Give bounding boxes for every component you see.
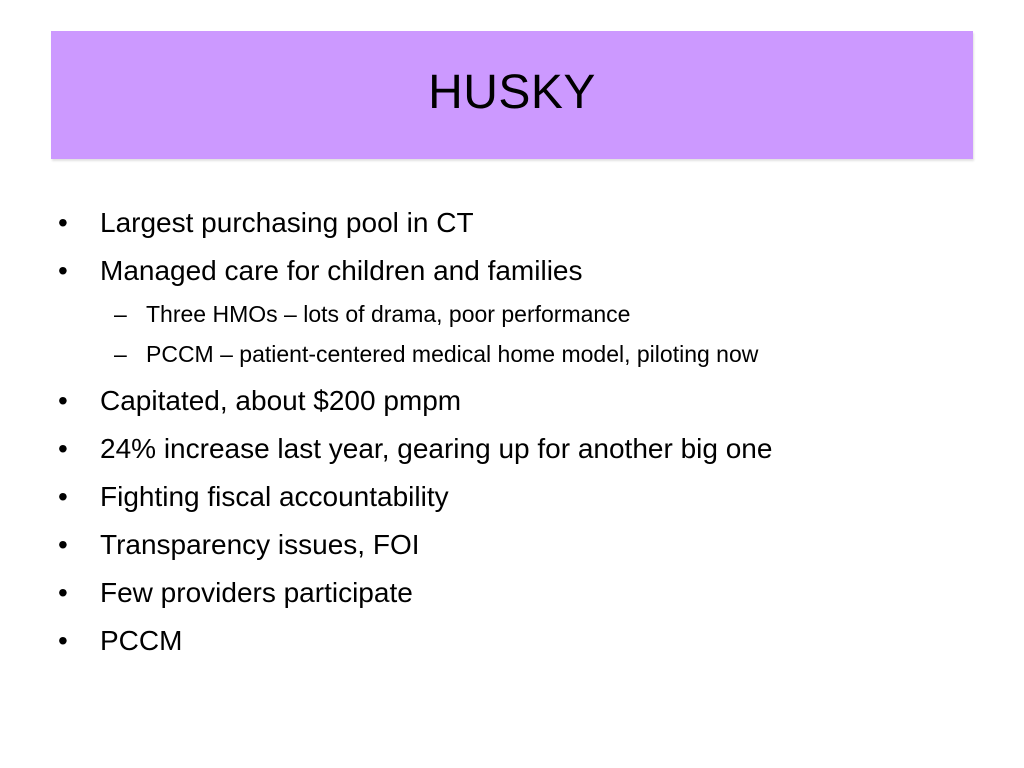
bullet-text: Fighting fiscal accountability: [100, 481, 449, 512]
bullet-item: [56, 206, 996, 240]
bullet-text: Capitated, about $200 pmpm: [100, 385, 462, 416]
bullet-list: [56, 200, 996, 658]
bullet-item: [56, 528, 996, 562]
bullet-item: [56, 624, 996, 658]
slide-title: HUSKY: [428, 65, 596, 119]
bullet-marker: •: [58, 255, 68, 286]
bullet-text: PCCM: [100, 625, 183, 656]
bullet-marker: •: [58, 385, 68, 416]
bullet-marker: •: [58, 207, 68, 238]
sub-bullet-text: PCCM – patient-centered medical home model, piloting now: [146, 341, 759, 367]
bullet-text: 24% increase last year, gearing up for another big one: [100, 433, 773, 464]
title-band: [51, 31, 973, 159]
sub-bullet-marker: –: [114, 301, 127, 327]
bullet-item: [56, 480, 996, 514]
bullet-marker: •: [58, 577, 68, 608]
bullet-item: [56, 384, 996, 418]
bullet-marker: •: [58, 529, 68, 560]
bullet-marker: •: [58, 625, 68, 656]
bullet-text: Transparency issues, FOI: [100, 529, 420, 560]
sub-bullet-text: Three HMOs – lots of drama, poor performance: [146, 301, 631, 327]
sub-bullet-marker: –: [114, 341, 127, 367]
bullet-text: Managed care for children and families: [100, 255, 583, 286]
bullet-item: [56, 576, 996, 610]
sub-bullet-item: [56, 340, 996, 368]
bullet-marker: •: [58, 433, 68, 464]
bullet-marker: •: [58, 481, 68, 512]
bullet-item: [56, 254, 996, 288]
sub-bullet-item: [56, 300, 996, 328]
bullet-text: Largest purchasing pool in CT: [100, 207, 474, 238]
bullet-text: Few providers participate: [100, 577, 413, 608]
bullet-item: [56, 432, 996, 466]
